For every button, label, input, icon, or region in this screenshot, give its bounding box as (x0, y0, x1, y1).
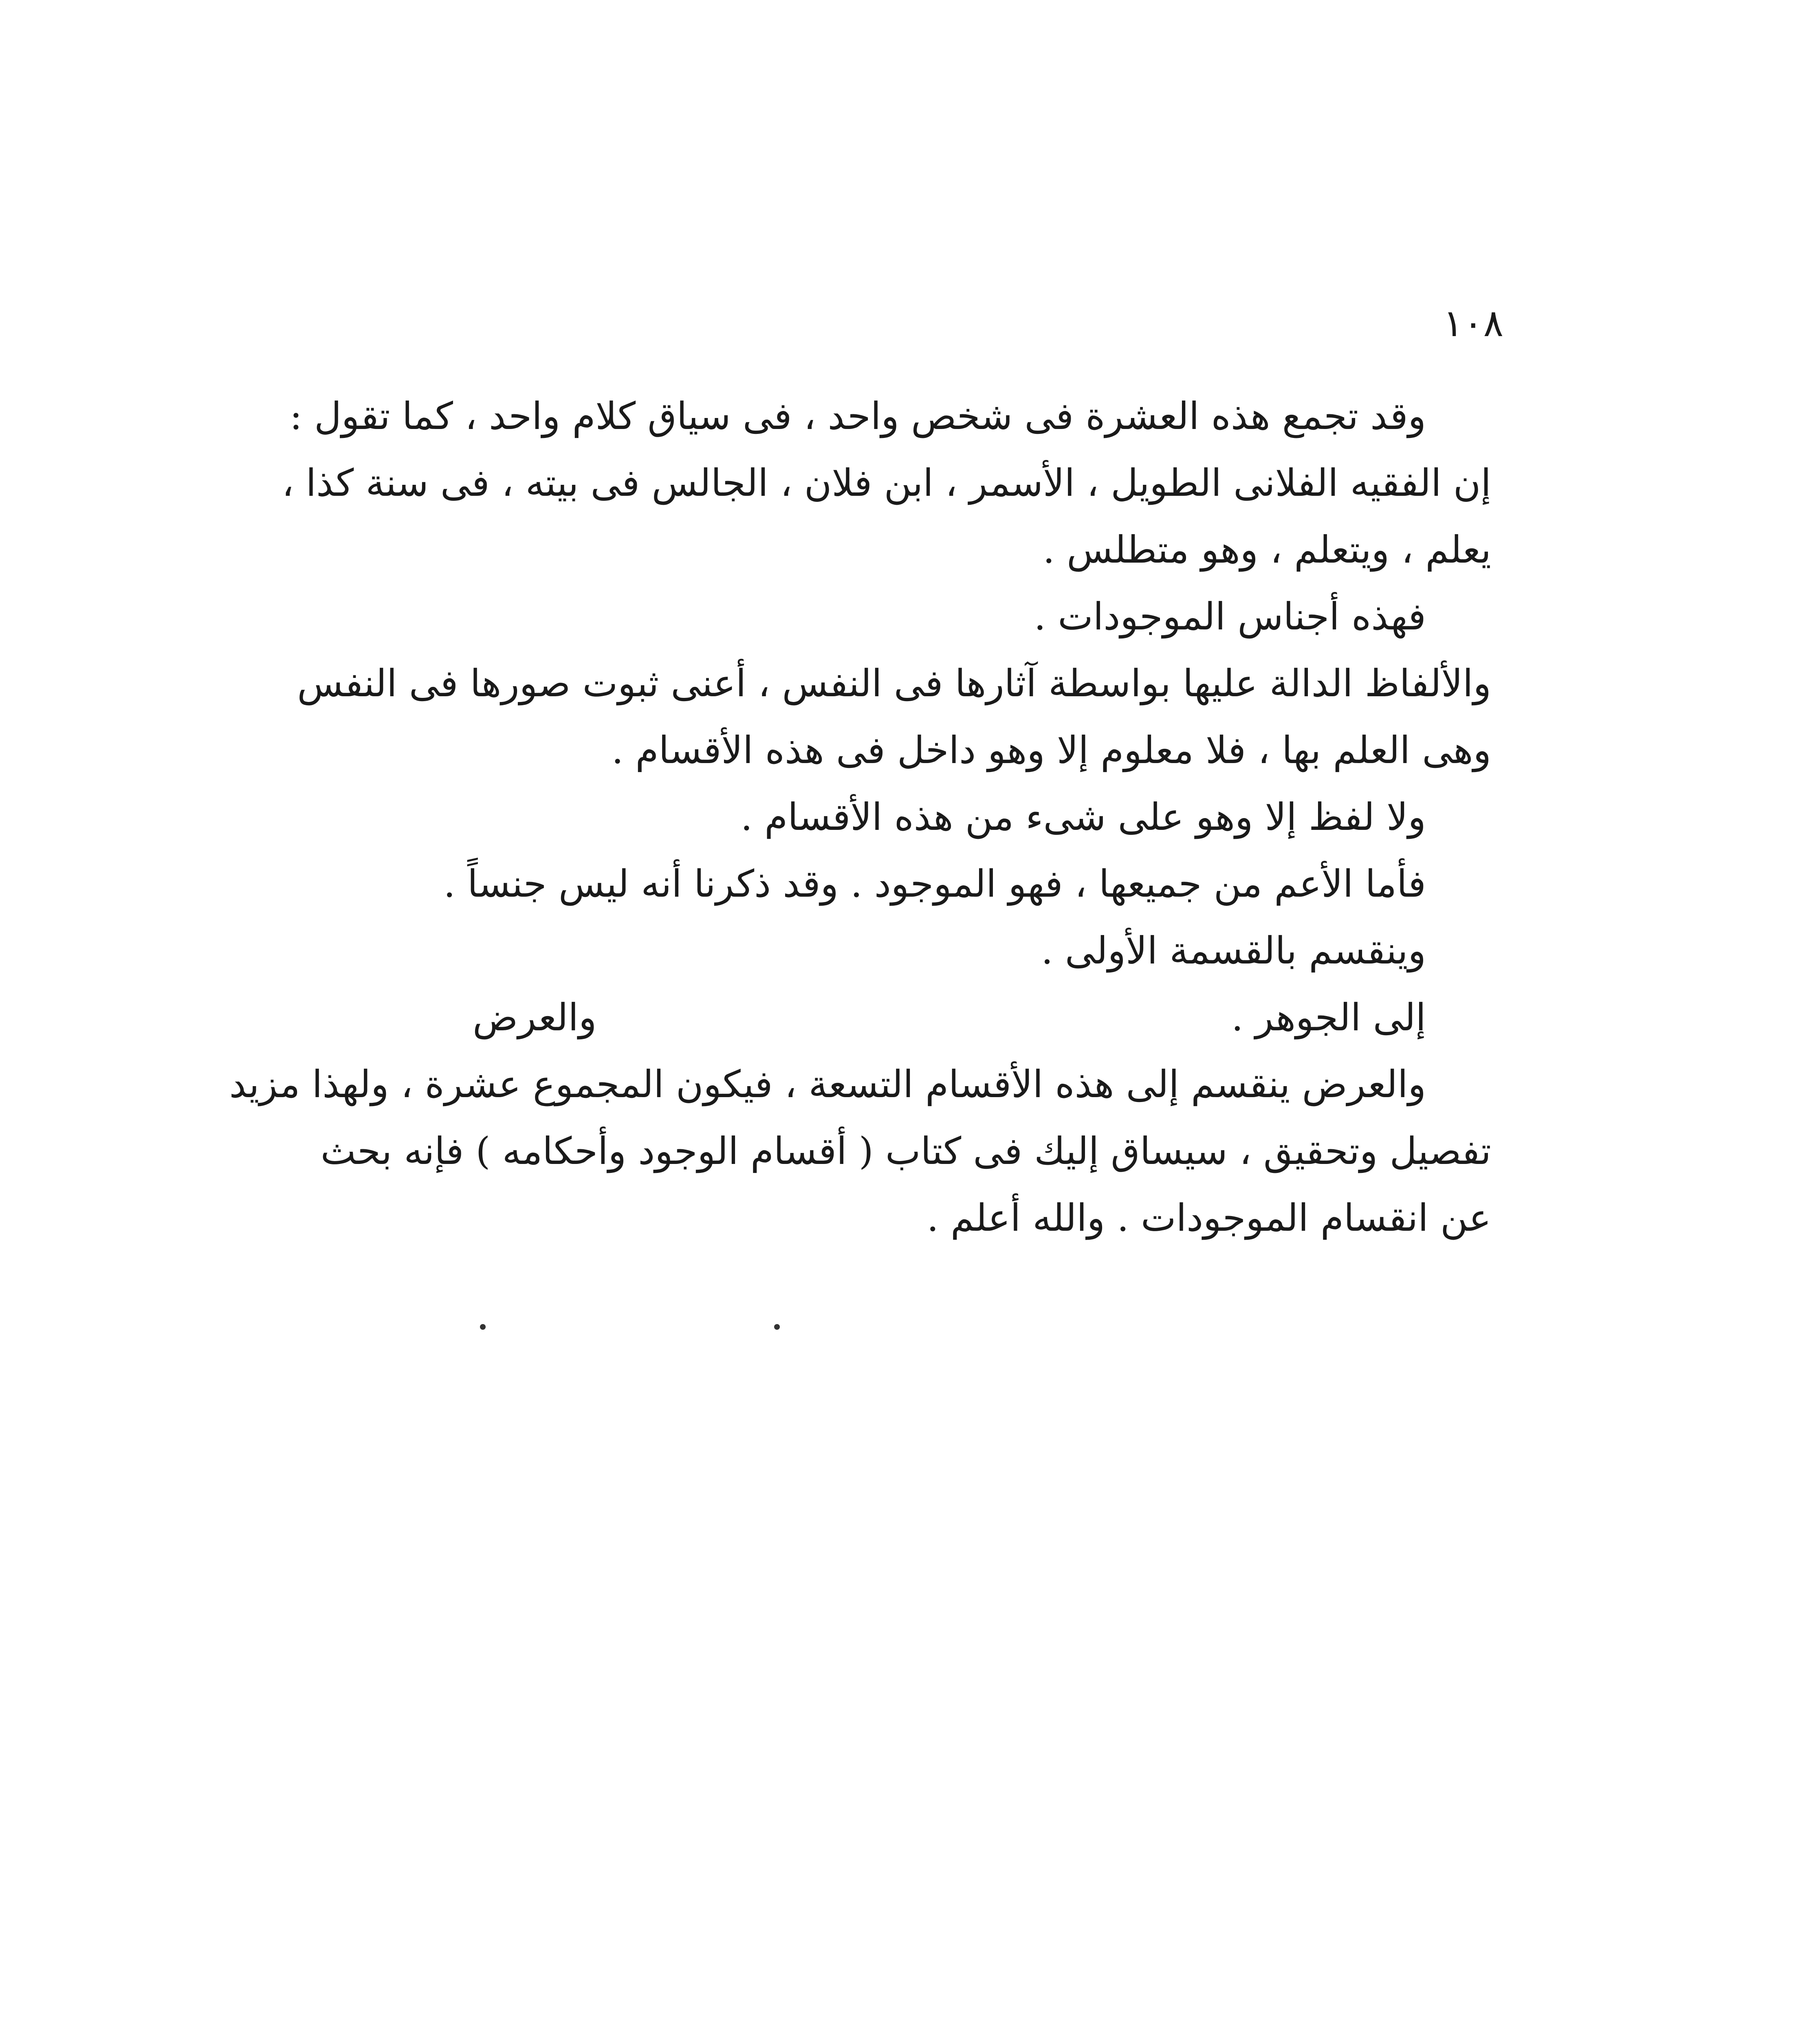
ink-speck (774, 1324, 780, 1330)
text-line-1: وقد تجمع هذه العشرة فى شخص واحد ، فى سياق كلام واحد ، كما تقول : (289, 394, 1426, 438)
text-line-2: إن الفقيه الفلانى الطويل ، الأسمر ، ابن فلان ، الجالس فى بيته ، فى سنة كذا ، (282, 461, 1491, 505)
division-substance: إلى الجوهر . (1231, 996, 1426, 1039)
division-row (269, 984, 1491, 1051)
text-line-7: ولا لفظ إلا وهو على شىء من هذه الأقسام . (740, 795, 1426, 839)
text-line-9: وينقسم بالقسمة الأولى . (1041, 929, 1426, 972)
text-line-3: يعلم ، ويتعلم ، وهو متطلس . (1043, 528, 1491, 572)
text-line-10: والعرض ينقسم إلى هذه الأقسام التسعة ، فيكون المجموع عشرة ، ولهذا مزيد (229, 1062, 1426, 1106)
text-line-5: والألفاظ الدالة عليها بواسطة آثارها فى النفس ، أعنى ثبوت صورها فى النفس (297, 662, 1491, 705)
text-line-6: وهى العلم بها ، فلا معلوم إلا وهو داخل فى هذه الأقسام . (612, 728, 1491, 772)
text-line-11: تفصيل وتحقيق ، سيساق إليك فى كتاب ( أقسام الوجود وأحكامه ) فإنه بحث (320, 1129, 1491, 1173)
text-line-12: عن انقسام الموجودات . والله أعلم . (927, 1196, 1491, 1240)
body-text (229, 383, 1491, 1252)
division-accident: والعرض (473, 996, 597, 1039)
ink-speck (480, 1324, 486, 1330)
text-line-4: فهذه أجناس الموجودات . (1034, 595, 1426, 638)
text-line-8: فأما الأعم من جميعها ، فهو الموجود . وقد ذكرنا أنه ليس جنساً . (443, 862, 1426, 906)
page-number: ١٠٨ (1443, 301, 1503, 345)
